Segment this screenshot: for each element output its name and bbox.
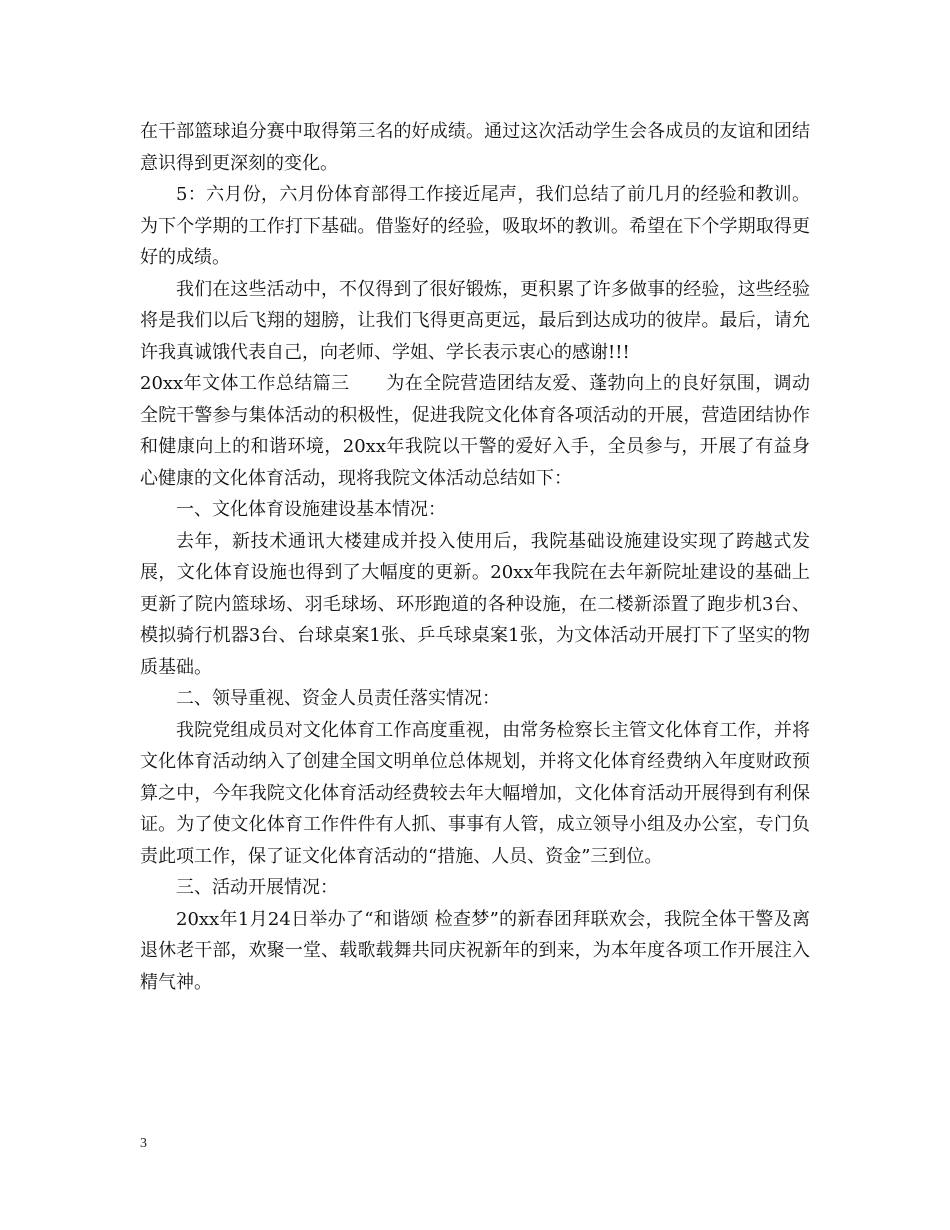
paragraph-10: 20xx年1月24日举办了“和谐颂 检查梦”的新春团拜联欢会，我院全体干警及离退休老干部，欢聚一堂、载歌载舞共同庆祝新年的到来，为本年度各项工作开展注入精气神。 [140,908,810,993]
document-body [140,116,810,998]
paragraph-9-subheading: 三、活动开展情况： [176,877,338,898]
paragraph-8: 我院党组成员对文化体育工作高度重视，由常务检察长主管文化体育工作，并将文化体育活动纳入了创建全国文明单位总体规划，并将文化体育经费纳入年度财政预算之中，今年我院文化体育活动经费较去年大幅增加，文化体育活动开展得到有利保证。为了使文化体育工作件件有人抓、事事有人管，成立领导小组及办公室，专门负责此项工作，保了证文化体育活动的“措施、人员、资金”三到位。 [140,719,810,867]
paragraph-4-section-heading: 20xx年文体工作总结篇三 为在全院营造团结友爱、蓬勃向上的良好氛围，调动全院干警参与集体活动的积极性，促进我院文化体育各项活动的开展，营造团结协作和健康向上的和谐环境，20xx年我院以干警的爱好入手，全员参与，开展了有益身心健康的文化体育活动，现将我院文体活动总结如下： [140,373,810,489]
paragraph-5-subheading: 一、文化体育设施建设基本情况： [176,499,446,520]
paragraph-2: 5：六月份，六月份体育部得工作接近尾声，我们总结了前几月的经验和教训。为下个学期的工作打下基础。借鉴好的经验，吸取坏的教训。希望在下个学期取得更好的成绩。 [140,184,810,268]
paragraph-6: 去年，新技术通讯大楼建成并投入使用后，我院基础设施建设实现了跨越式发展，文化体育设施也得到了大幅度的更新。20xx年我院在去年新院址建设的基础上更新了院内篮球场、羽毛球场、环形跑道的各种设施，在二楼新添置了跑步机3台、模拟骑行机器3台、台球桌案1张、乒乓球桌案1张，为文体活动开展打下了坚实的物质基础。 [140,530,810,678]
page-number: 3 [140,1136,147,1151]
paragraph-3: 我们在这些活动中，不仅得到了很好锻炼，更积累了许多做事的经验，这些经验将是我们以后飞翔的翅膀，让我们飞得更高更远，最后到达成功的彼岸。最后，请允许我真诚饿代表自己，向老师、学姐、学长表示衷心的感谢!!! [140,278,810,363]
paragraph-7-subheading: 二、领导重视、资金人员责任落实情况： [176,688,500,709]
paragraph-1: 在干部篮球追分赛中取得第三名的好成绩。通过这次活动学生会各成员的友谊和团结意识得到更深刻的变化。 [140,121,810,174]
